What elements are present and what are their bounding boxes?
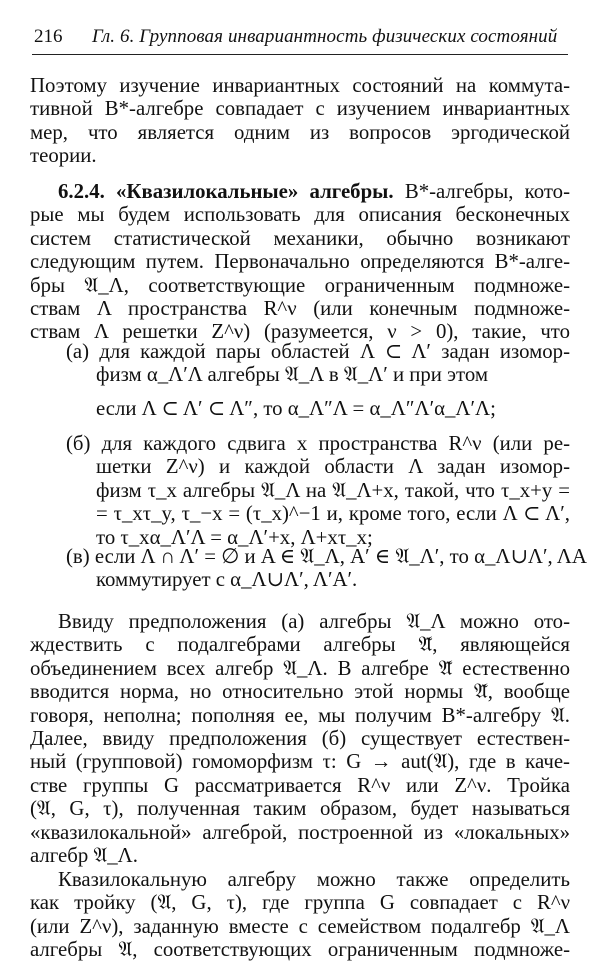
text-line: систем статистической механики, обычно возникают xyxy=(30,226,570,250)
condition-c xyxy=(30,545,587,592)
text-line: «квазилокальной» алгеброй, построенной из «локальных» xyxy=(30,820,570,844)
section-6-2-4 xyxy=(30,180,570,344)
text-line: ствам Λ пространства R^ν (или конечным подмноже- xyxy=(30,296,570,320)
text-line: теории. xyxy=(30,144,97,168)
text-line: Квазилокальную алгебру можно также определить xyxy=(58,868,570,891)
text-line: алгебр 𝔄_Λ. xyxy=(30,843,138,867)
text-fragment: B*-алгебры, кото- xyxy=(404,180,570,203)
text-line: то τ_xα_Λ′Λ = α_Λ′+x, Λ+xτ_x; xyxy=(96,525,373,549)
condition-b xyxy=(30,432,570,549)
text-line: (а) для каждой пары областей Λ ⊂ Λ′ задан изомор- xyxy=(66,340,570,363)
text-line: = τ_xτ_y, τ_−x = (τ_x)^−1 и, кроме того, если Λ ⊂ Λ′, xyxy=(96,502,570,526)
text-line: (𝔄, G, τ), полученная таким образом, будет называться xyxy=(30,797,570,821)
running-title: Гл. 6. Групповая инвариантность физических состояний xyxy=(92,26,558,47)
text-line: ствам Λ решетки Z^ν) (разумеется, ν > 0), такие, что xyxy=(30,320,570,344)
formula-line: если Λ ⊂ Λ′ ⊂ Λ″, то α_Λ″Λ = α_Λ″Λ′α_Λ′Λ; xyxy=(96,396,496,420)
text-line: мер, что является одним из вопросов эргодической xyxy=(30,120,570,144)
text-line: объединением всех алгебр 𝔄_Λ. В алгебре 𝔄̃ естественно xyxy=(30,656,570,680)
text-line: говоря, неполна; пополняя ее, мы получим B*-алгебру 𝔄. xyxy=(30,703,570,727)
text-line: физм α_Λ′Λ алгебры 𝔄_Λ в 𝔄_Λ′ и при этом xyxy=(96,363,489,387)
running-header xyxy=(32,24,568,55)
text-line: рые мы будем использовать для описания бесконечных xyxy=(30,203,570,227)
text-line: как тройку (𝔄, G, τ), где группа G совпадает с R^ν xyxy=(30,891,570,915)
text-line: бры 𝔄_Λ, соответствующие ограниченным подмноже- xyxy=(30,273,570,297)
text-line: физм τ_x алгебры 𝔄_Λ на 𝔄_Λ+x, такой, что τ_x+y = xyxy=(96,478,570,502)
text-line: ный (групповой) гомоморфизм τ: G → aut(𝔄), где в каче- xyxy=(30,750,570,774)
text-line: шетки Z^ν) и каждой области Λ задан изомор- xyxy=(96,455,570,479)
text-line: Поэтому изучение инвариантных состояний на коммута- xyxy=(30,74,570,97)
condition-a xyxy=(30,340,570,420)
text-line: коммутирует с α_Λ∪Λ′, Λ′A′. xyxy=(96,568,358,592)
text-line: следующим путем. Первоначально определяются B*-алге- xyxy=(30,250,570,274)
text-line: алгебры 𝔄, соответствующих ограниченным подмноже- xyxy=(30,938,570,962)
section-heading: 6.2.4. «Квазилокальные» алгебры. xyxy=(58,180,394,203)
paragraph-3 xyxy=(30,610,570,867)
text-line: (или Z^ν), заданную вместе с семейством подалгебр 𝔄_Λ xyxy=(30,914,570,938)
text-line: (б) для каждого сдвига x пространства R^ν (или ре- xyxy=(66,432,570,455)
spacer xyxy=(30,387,570,397)
text-line xyxy=(30,180,570,203)
paragraph-1 xyxy=(30,74,570,168)
paragraph-4 xyxy=(30,868,570,962)
text-line: тивной B*-алгебре совпадает с изучением инвариантных xyxy=(30,97,570,121)
text-line: Далее, ввиду предположения (б) существует естествен- xyxy=(30,726,570,750)
text-line: стве группы G рассматривается R^ν или Z^ν. Тройка xyxy=(30,773,570,797)
text-line: Ввиду предположения (а) алгебры 𝔄_Λ можно ото- xyxy=(58,610,570,633)
page-number: 216 xyxy=(34,26,63,47)
text-line: вводится норма, но относительно этой нормы 𝔄̃, вообще xyxy=(30,680,570,704)
text-line: (в) если Λ ∩ Λ′ = ∅ и A ∈ 𝔄_Λ, A′ ∈ 𝔄_Λ′, то α_Λ∪Λ′, ΛA xyxy=(66,545,587,568)
text-line: ждествить с подалгебрами алгебры 𝔄̃, являющейся xyxy=(30,633,570,657)
